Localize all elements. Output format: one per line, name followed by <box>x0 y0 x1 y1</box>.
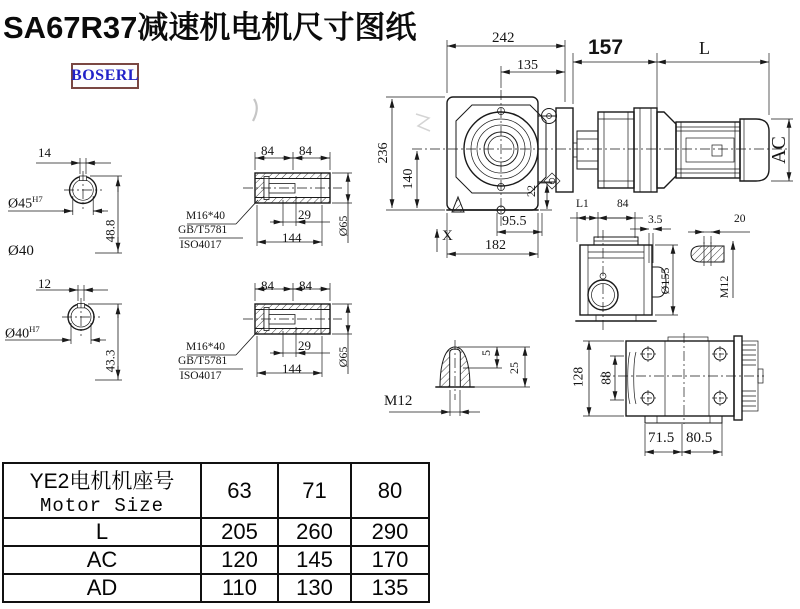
dim-side-l1: L1 <box>576 198 589 210</box>
dim-bottom-inner: 88 <box>598 371 614 385</box>
dim-bottom-right: 80.5 <box>686 430 713 446</box>
table-row-ad <box>3 574 429 602</box>
table-header-en: Motor Size <box>39 494 165 517</box>
dim-section-top-seg-a: 84 <box>261 143 274 158</box>
dim-tolerance: H7 <box>29 324 40 334</box>
table-row-l <box>3 518 429 546</box>
dim-plug-tip: 5 <box>479 350 493 356</box>
view-front-linework <box>386 40 793 258</box>
dim-section-top-dia: Ø65 <box>336 215 350 237</box>
dim-front-foot: 22 <box>524 185 538 197</box>
dim-text: Ø45 <box>8 196 33 212</box>
row-label-ac: AC <box>3 546 201 574</box>
table-cell: 120 <box>201 546 278 574</box>
table-cell: 170 <box>351 546 429 574</box>
dim-bottom-left: 71.5 <box>648 430 675 446</box>
dim-side-flange-dia: Ø155 <box>658 267 672 295</box>
dim-front-boss: 95.5 <box>502 214 527 229</box>
dim-shaft-top-depth: 48.8 <box>102 219 118 243</box>
label-section-top-bolt: M16*40 <box>186 210 225 222</box>
dim-front-height: 236 <box>376 142 391 164</box>
table-cell: 260 <box>278 518 351 546</box>
label-section-bottom-standard: GB/T5781 <box>178 355 228 367</box>
row-label-l: L <box>3 518 201 546</box>
watermark-marks <box>253 99 430 131</box>
dim-plug-thread: M12 <box>384 393 413 409</box>
table-header-motor-size <box>3 463 201 518</box>
table-cell: 135 <box>351 574 429 602</box>
dim-section-top-thread-len: 29 <box>298 207 311 222</box>
motor-size-table <box>2 462 430 603</box>
dim-front-center-height: 140 <box>401 168 416 190</box>
dim-section-top-seg-b: 84 <box>299 143 312 158</box>
dim-front-base: 182 <box>485 238 506 253</box>
dim-front-center-to-flange: 135 <box>517 58 538 73</box>
row-label-ad: AD <box>3 574 201 602</box>
label-front-axis-mark: X <box>442 228 453 244</box>
dim-shaft-bottom-keyway-width: 12 <box>38 276 51 291</box>
dim-section-bottom-thread-len: 29 <box>298 338 311 353</box>
label-section-top-iso: ISO4017 <box>180 239 222 251</box>
table-header-zh: YE2电机机座号 <box>29 469 175 493</box>
table-cell: 110 <box>201 574 278 602</box>
table-cell: 145 <box>278 546 351 574</box>
dim-section-bottom-dia: Ø65 <box>336 346 350 368</box>
dim-section-bottom-seg-b: 84 <box>299 278 312 293</box>
dim-side-width: 84 <box>617 198 629 210</box>
table-cell: 130 <box>278 574 351 602</box>
dim-side-thread: M12 <box>717 275 731 299</box>
dim-bottom-height: 128 <box>570 366 586 388</box>
dim-front-motor-dia: AC <box>768 136 790 164</box>
table-col-71: 71 <box>278 463 351 518</box>
dim-text: Ø40 <box>5 326 30 342</box>
page-title: SA67R37减速机电机尺寸图纸 <box>3 10 417 45</box>
dim-side-wall: 3.5 <box>648 214 663 226</box>
dim-front-gear-length: 157 <box>588 36 624 59</box>
dim-shaft-bottom-depth: 43.3 <box>102 349 118 373</box>
label-section-bottom-iso: ISO4017 <box>180 370 222 382</box>
dim-front-motor-length: L <box>699 38 710 58</box>
dim-front-width: 242 <box>492 30 515 46</box>
dim-shaft-top-keyway-width: 14 <box>38 145 51 160</box>
dim-tolerance: H7 <box>32 194 43 204</box>
table-cell: 290 <box>351 518 429 546</box>
dim-shaft-top-outer: Ø40 <box>8 243 34 259</box>
dim-side-pad: 20 <box>734 213 746 225</box>
dim-section-bottom-seg-a: 84 <box>261 278 274 293</box>
table-cell: 205 <box>201 518 278 546</box>
table-row-ac <box>3 546 429 574</box>
dim-section-bottom-total-len: 144 <box>282 361 302 376</box>
table-col-80: 80 <box>351 463 429 518</box>
dim-shaft-top-bore <box>8 195 43 212</box>
dim-plug-depth: 25 <box>507 362 521 374</box>
dim-shaft-bottom-bore <box>5 325 40 342</box>
brand-logo: BOSERL <box>71 63 139 89</box>
label-section-bottom-bolt: M16*40 <box>186 341 225 353</box>
table-col-63: 63 <box>201 463 278 518</box>
dim-section-top-total-len: 144 <box>282 230 302 245</box>
label-section-top-standard: GB/T5781 <box>178 224 228 236</box>
table-header-row <box>3 463 429 518</box>
